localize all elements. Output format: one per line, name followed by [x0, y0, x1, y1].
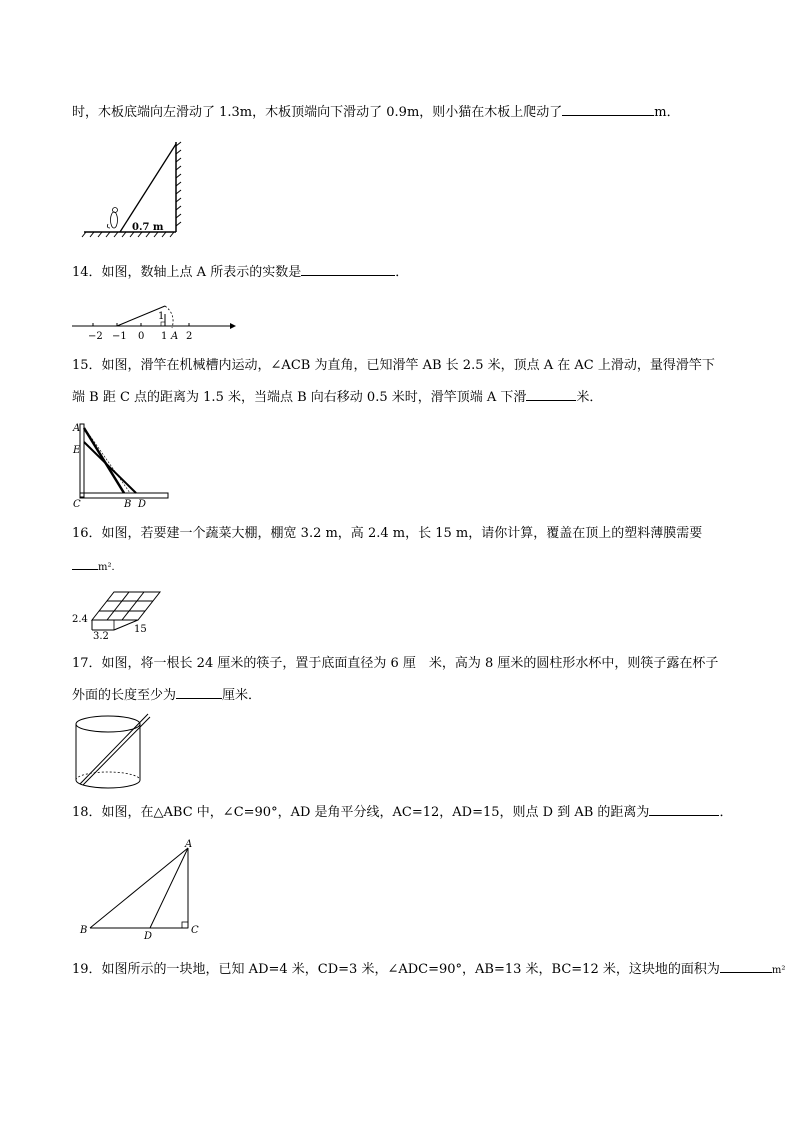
- q14-tick-label: −1: [112, 331, 127, 342]
- q18-label-c: C: [191, 925, 199, 936]
- q14-tick-label: 0: [138, 331, 145, 342]
- q15-label-d: D: [138, 499, 147, 510]
- q14-number-line-figure: [72, 292, 237, 342]
- q14-question-text: 14．如图，数轴上点 A 所表示的实数是: [72, 265, 302, 280]
- q15-label-c: C: [73, 499, 81, 510]
- q13-answer-blank[interactable]: [562, 103, 654, 116]
- q15-line1: 15．如图，滑竿在机械槽内运动，∠ACB 为直角，已知滑竿 AB 长 2.5 米，顶点 A 在 AC 上滑动，量得滑竿下: [72, 358, 715, 373]
- q18-answer-blank[interactable]: [649, 803, 719, 816]
- q15-slide-bar-figure: [72, 420, 172, 510]
- q14-tick-label: −2: [88, 331, 103, 342]
- q18-text: [72, 803, 732, 822]
- q13-unit: m．: [654, 105, 680, 120]
- q13-ladder-figure: [82, 140, 192, 240]
- q19-question-text: 19．如图所示的一块地，已知 AD=4 米，CD=3 米，∠ADC=90°，AB=13 米，BC=12 米，这块地的面积为: [72, 962, 720, 977]
- q16-greenhouse-figure: [72, 588, 164, 640]
- q15-label-a: A: [73, 423, 81, 434]
- q15-line2: [72, 388, 602, 407]
- q14-text: [72, 263, 408, 282]
- q17-line2: [72, 686, 261, 705]
- q17-cup-chopstick-figure: [72, 712, 152, 792]
- q17-unit: 厘米．: [222, 688, 262, 703]
- q14-tick-label: 2: [186, 331, 193, 342]
- q16-width-label: 3.2: [93, 631, 109, 642]
- q18-end: ．: [719, 805, 733, 820]
- q19-unit: m²: [771, 965, 786, 976]
- q14-tick-label: 1: [161, 331, 168, 342]
- q16-answer-blank[interactable]: [72, 557, 98, 570]
- q17-answer-blank[interactable]: [176, 686, 222, 699]
- q18-triangle-figure: [78, 838, 208, 942]
- q16-line2: [72, 557, 122, 577]
- q13-text: [72, 103, 680, 122]
- q14-height-label: 1: [158, 311, 165, 322]
- q19-answer-blank[interactable]: [720, 960, 772, 973]
- q17-line2-text: 外面的长度至少为: [72, 688, 177, 703]
- q16-height-label: 2.4: [72, 614, 88, 625]
- q13-dimension-label: 0.7 m: [132, 222, 164, 233]
- q18-label-d: D: [144, 931, 153, 942]
- q15-end: 米．: [576, 390, 603, 405]
- q18-label-a: A: [185, 839, 193, 850]
- q13-tail-text: 时，木板底端向左滑动了 1.3m，木板顶端向下滑动了 0.9m，则小猫在木板上爬动了: [72, 105, 563, 120]
- q17-line1: 17．如图，将一根长 24 厘米的筷子，置于底面直径为 6 厘 米，高为 8 厘米的圆柱形水杯中，则筷子露在杯子: [72, 656, 719, 671]
- q16-length-label: 15: [134, 624, 147, 635]
- q15-line2-text: 端 B 距 C 点的距离为 1.5 米，当端点 B 向右移动 0.5 米时，滑竿顶端 A 下滑: [72, 390, 527, 405]
- q18-label-b: B: [80, 925, 88, 936]
- q14-end: ．: [395, 265, 409, 280]
- q16-line1: 16．如图，若要建一个蔬菜大棚，棚宽 3.2 m，高 2.4 m，长 15 m，请你计算，覆盖在顶上的塑料薄膜需要: [72, 526, 703, 541]
- q15-label-b: B: [124, 499, 132, 510]
- q18-question-text: 18．如图，在△ABC 中，∠C=90°，AD 是角平分线，AC=12，AD=15，则点 D 到 AB 的距离为: [72, 805, 650, 820]
- cat-icon: [107, 208, 117, 229]
- q15-label-e: E: [73, 445, 81, 456]
- q14-answer-blank[interactable]: [301, 263, 395, 276]
- q15-answer-blank[interactable]: [526, 388, 576, 401]
- q16-unit: m²．: [98, 562, 122, 573]
- q19-text: [72, 960, 785, 980]
- q14-point-a-label: A: [171, 331, 179, 342]
